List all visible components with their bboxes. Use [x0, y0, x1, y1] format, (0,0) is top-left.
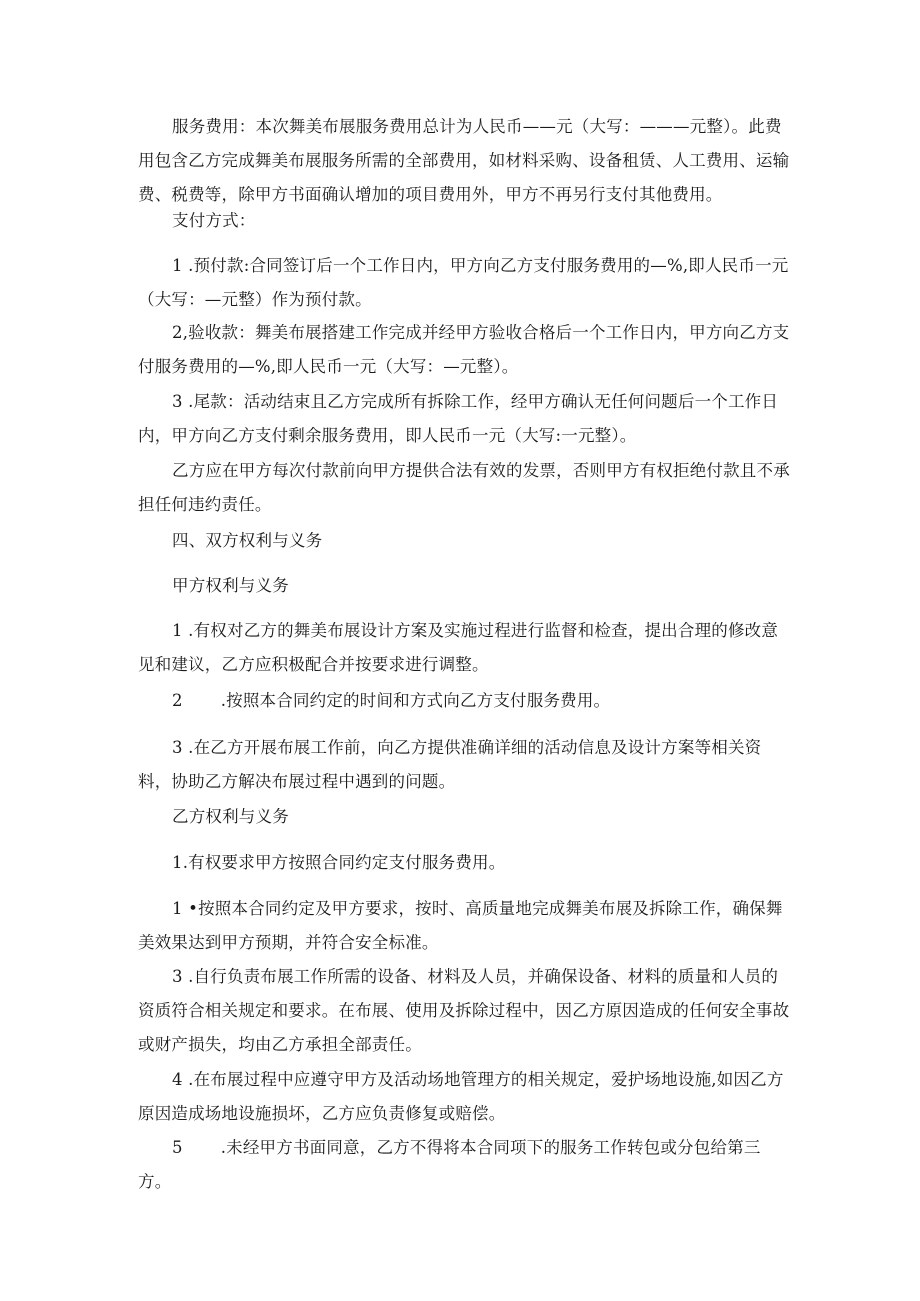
subheading-party-b: 乙方权利与义务 — [172, 807, 289, 826]
paragraph-final-payment: 3 .尾款：活动结束且乙方完成所有拆除工作，经甲方确认无任何问题后一个工作日内，甲方向乙方支付剩余服务费用，即人民币一元（大写:一元整）。 — [138, 392, 779, 445]
paragraph-party-a-item-3: 3 .在乙方开展布展工作前，向乙方提供准确详细的活动信息及设计方案等相关资料，协助乙方解决布展过程中遇到的问题。 — [138, 738, 762, 791]
paragraph-payment-method: 支付方式： — [172, 211, 256, 230]
paragraph-party-b-item-1: 1.有权要求甲方按照合同约定支付服务费用。 — [172, 853, 506, 872]
paragraph-party-b-item-2: 1 •按照本合同约定及甲方要求，按时、高质量地完成舞美布展及拆除工作，确保舞美效果达到甲方预期，并符合安全标准。 — [138, 899, 783, 952]
section-heading-rights-obligations: 四、双方权利与义务 — [172, 531, 323, 550]
paragraph-service-fee: 服务费用：本次舞美布展服务费用总计为人民币——元（大写：———元整）。此费用包含乙方完成舞美布展服务所需的全部费用，如材料采购、设备租赁、人工费用、运输费、税费等，除甲方书面确认增加的项目费用外，甲方不再另行支付其他费用。 — [138, 117, 790, 204]
paragraph-party-a-item-2: 2 .按照本合同约定的时间和方式向乙方支付服务费用。 — [172, 691, 611, 710]
paragraph-prepayment: 1 .预付款:合同签订后一个工作日内，甲方向乙方支付服务费用的—%,即人民币一元（大写：—元整）作为预付款。 — [138, 256, 789, 309]
paragraph-party-a-item-1: 1 .有权对乙方的舞美布展设计方案及实施过程进行监督和检查，提出合理的修改意见和建议，乙方应积极配合并按要求进行调整。 — [138, 621, 779, 674]
paragraph-party-b-item-4: 4 .在布展过程中应遵守甲方及活动场地管理方的相关规定，爱护场地设施,如因乙方原因造成场地设施损坏，乙方应负责修复或赔偿。 — [138, 1070, 784, 1123]
paragraph-party-b-item-3: 3 .自行负责布展工作所需的设备、材料及人员，并确保设备、材料的质量和人员的资质符合相关规定和要求。在布展、使用及拆除过程中，因乙方原因造成的任何安全事故或财产损失，均由乙方承担全部责任。 — [138, 967, 790, 1054]
paragraph-acceptance-payment: 2,验收款：舞美布展搭建工作完成并经甲方验收合格后一个工作日内，甲方向乙方支付服务费用的—%,即人民币一元（大写：—元整）。 — [138, 323, 790, 376]
paragraph-invoice: 乙方应在甲方每次付款前向甲方提供合法有效的发票，否则甲方有权拒绝付款且不承担任何违约责任。 — [138, 461, 790, 514]
paragraph-party-b-item-5: 5 .未经甲方书面同意，乙方不得将本合同项下的服务工作转包或分包给第三方。 — [138, 1138, 761, 1191]
subheading-party-a: 甲方权利与义务 — [172, 576, 289, 595]
